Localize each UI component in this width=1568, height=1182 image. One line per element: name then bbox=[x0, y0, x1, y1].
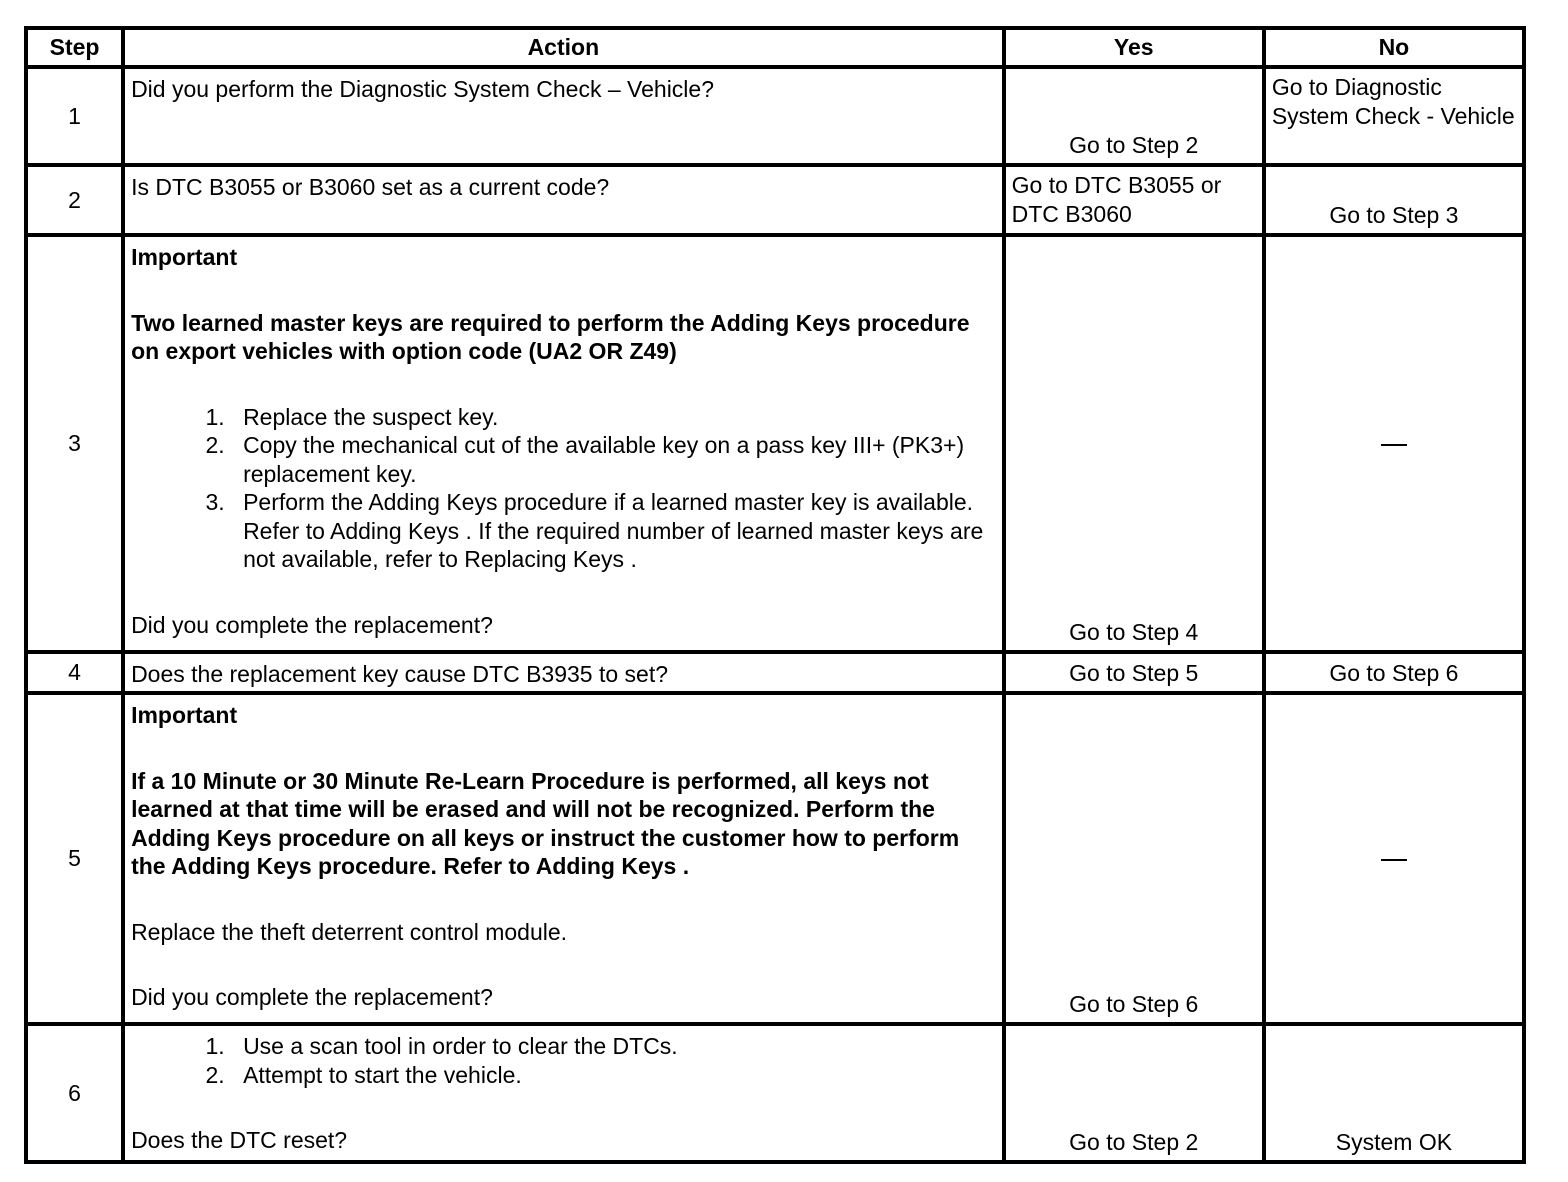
list-item: 2. Attempt to start the vehicle. bbox=[231, 1061, 996, 1090]
header-yes: Yes bbox=[1004, 28, 1264, 67]
diagnostic-table bbox=[24, 26, 1526, 1164]
yes-result: Go to Step 5 bbox=[1004, 652, 1264, 693]
yes-result: Go to Step 2 bbox=[1004, 1024, 1264, 1162]
important-heading: Important bbox=[131, 702, 238, 728]
no-result bbox=[1264, 693, 1524, 1024]
question-text: Did you complete the replacement? bbox=[131, 984, 493, 1010]
step-number: 1 bbox=[26, 67, 123, 165]
question-text: Did you complete the replacement? bbox=[131, 611, 493, 638]
question-text: Does the DTC reset? bbox=[131, 1127, 348, 1153]
important-note: Two learned master keys are required to perform the Adding Keys procedure on export vehicles with option code (UA2 OR Z49) bbox=[131, 309, 970, 364]
header-step: Step bbox=[26, 28, 123, 67]
header-no: No bbox=[1264, 28, 1524, 67]
table-row bbox=[26, 1024, 1524, 1162]
table-row bbox=[26, 235, 1524, 652]
important-heading: Important bbox=[131, 244, 238, 270]
no-result: Go to Step 6 bbox=[1264, 652, 1524, 693]
action-cell bbox=[123, 1024, 1004, 1162]
list-item: 1. Replace the suspect key. bbox=[231, 403, 996, 432]
list-item: 1. Use a scan tool in order to clear the DTCs. bbox=[231, 1032, 996, 1061]
table-row bbox=[26, 652, 1524, 693]
yes-result: Go to DTC B3055 or DTC B3060 bbox=[1004, 165, 1264, 235]
table-row bbox=[26, 67, 1524, 165]
dash-mark bbox=[1381, 444, 1407, 446]
action-text: Does the replacement key cause DTC B3935 to set? bbox=[123, 652, 1004, 693]
no-result: System OK bbox=[1264, 1024, 1524, 1162]
action-text: Replace the theft deterrent control module. bbox=[131, 918, 568, 945]
action-cell bbox=[123, 693, 1004, 1024]
no-result: Go to Diagnostic System Check - Vehicle bbox=[1264, 67, 1524, 165]
yes-result: Go to Step 2 bbox=[1004, 67, 1264, 165]
step-number: 4 bbox=[26, 652, 123, 693]
step-number: 6 bbox=[26, 1024, 123, 1162]
no-result bbox=[1264, 235, 1524, 652]
yes-result: Go to Step 4 bbox=[1004, 235, 1264, 652]
no-result: Go to Step 3 bbox=[1264, 165, 1524, 235]
action-text: Is DTC B3055 or B3060 set as a current code? bbox=[123, 165, 1004, 235]
procedure-list bbox=[131, 403, 996, 574]
table-row bbox=[26, 693, 1524, 1024]
header-action: Action bbox=[123, 28, 1004, 67]
action-text: Did you perform the Diagnostic System Check – Vehicle? bbox=[123, 67, 1004, 165]
important-note: If a 10 Minute or 30 Minute Re-Learn Procedure is performed, all keys not learned at that time will be erased and will not be recognized. Perform the Adding Keys procedure on all keys or instruct the customer how to perform the Adding Keys procedure. Refer to Adding Keys . bbox=[131, 767, 960, 879]
step-number: 2 bbox=[26, 165, 123, 235]
action-cell bbox=[123, 235, 1004, 652]
list-item: 3. Perform the Adding Keys procedure if a learned master key is available. Refer to Adding Keys . If the required number of learned master keys are not available, refer to Replacing Keys . bbox=[231, 488, 996, 574]
step-number: 3 bbox=[26, 235, 123, 652]
table-row bbox=[26, 165, 1524, 235]
header-row bbox=[26, 28, 1524, 67]
yes-result: Go to Step 6 bbox=[1004, 693, 1264, 1024]
dash-mark bbox=[1381, 859, 1407, 861]
procedure-list bbox=[131, 1032, 996, 1089]
list-item: 2. Copy the mechanical cut of the available key on a pass key III+ (PK3+) replacement key. bbox=[231, 431, 996, 488]
step-number: 5 bbox=[26, 693, 123, 1024]
